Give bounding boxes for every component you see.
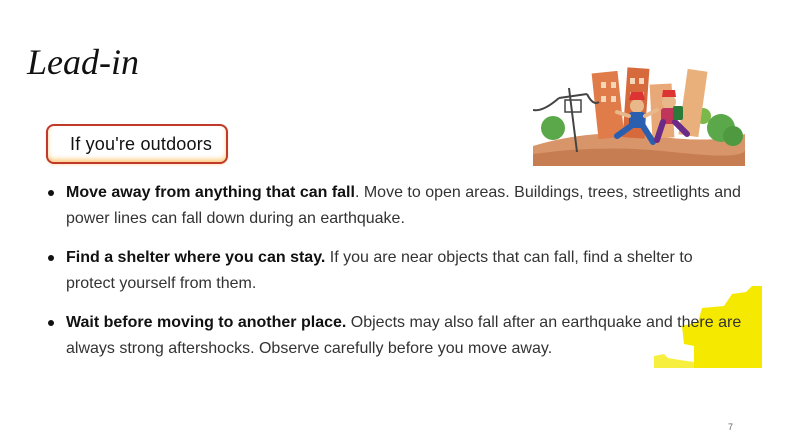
earthquake-illustration [533,62,745,166]
slide-title: Lead-in [27,42,139,82]
page-number: 7 [728,422,734,432]
bullet-text: Objects may also fall after an earthquake and there are always strong aftershocks. Observe carefully before you move away. [66,314,742,357]
section-tag [46,124,228,164]
bullet-dot [48,255,54,261]
bullet-item [46,310,746,362]
bullet-text: If you are near objects that can fall, find a shelter to protect yourself from them. [66,249,693,292]
bullet-lead: Find a shelter where you can stay. [66,249,326,266]
bullet-text: . Move to open areas. Buildings, trees, streetlights and power lines can fall down during an earthquake. [66,184,741,227]
bullet-item [46,245,746,297]
bullet-list [46,180,746,375]
bullet-dot [48,320,54,326]
bullet-lead: Wait before moving to another place. [66,314,347,331]
bullet-dot [48,190,54,196]
bullet-lead: Move away from anything that can fall [66,184,355,201]
bullet-item [46,180,746,232]
section-tag-label: If you're outdoors [70,133,213,154]
building [592,71,625,139]
